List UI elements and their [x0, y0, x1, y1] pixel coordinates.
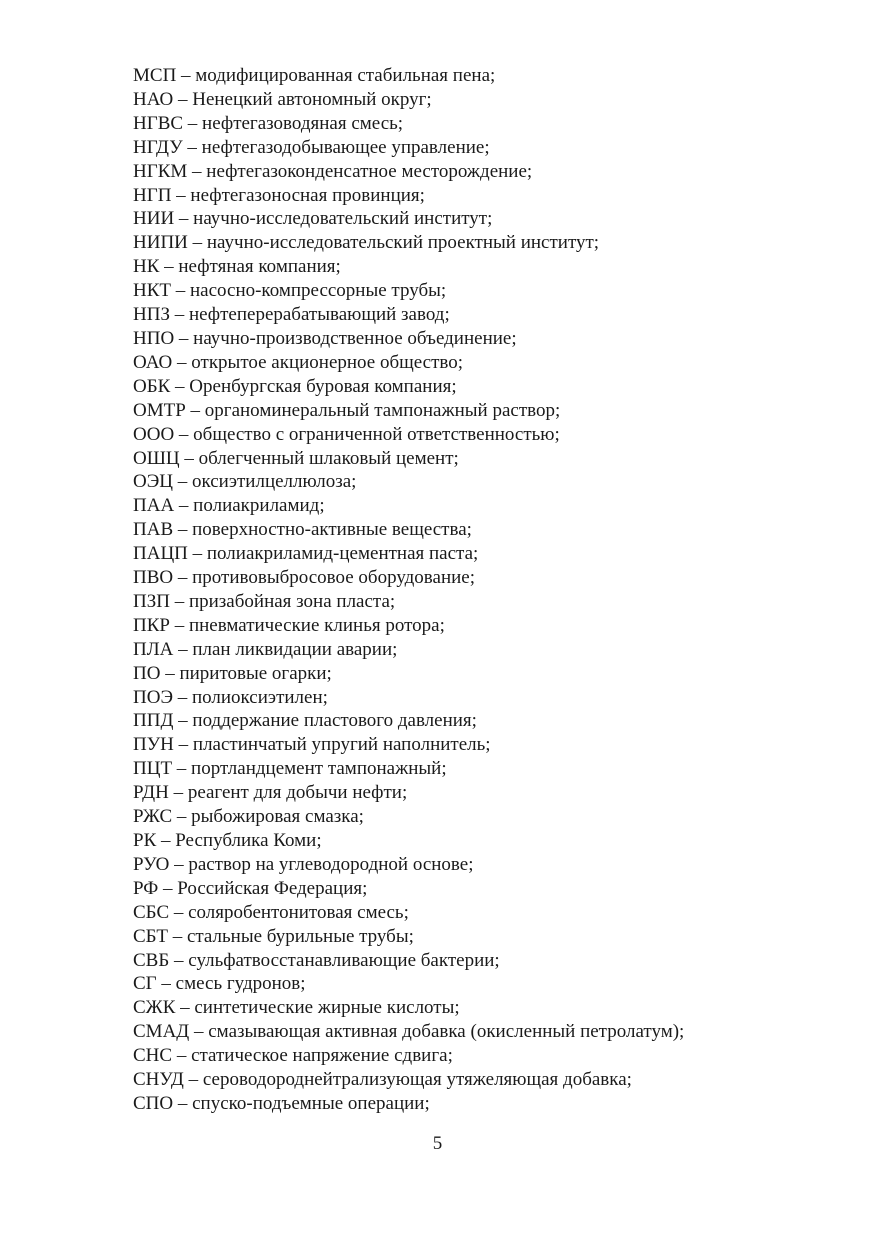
abbreviation-entry: НГДУ – нефтегазодобывающее управление;: [133, 136, 490, 158]
abbreviation-entry: НПЗ – нефтеперерабатывающий завод;: [133, 304, 450, 326]
abbreviation-entry: НГВС – нефтегазоводяная смесь;: [133, 112, 404, 134]
abbreviation-entry: НПО – научно-производственное объединение;: [133, 327, 517, 349]
abbreviation-entry: НГКМ – нефтегазоконденсатное месторождение;: [133, 160, 533, 182]
abbreviation-entry: ОБК – Оренбургская буровая компания;: [133, 375, 457, 397]
abbreviation-entry: НАО – Ненецкий автономный округ;: [133, 88, 432, 110]
abbreviation-entry: МСП – модифицированная стабильная пена;: [133, 65, 496, 86]
abbreviation-entry: НКТ – насосно-компрессорные трубы;: [133, 280, 447, 302]
abbreviation-entry: РЖС – рыбожировая смазка;: [133, 806, 364, 828]
abbreviation-entry: СГ – смесь гудронов;: [133, 973, 306, 995]
abbreviation-entry: ПАВ – поверхностно-активные вещества;: [133, 519, 472, 541]
abbreviation-entry: ПВО – противовыбросовое оборудование;: [133, 567, 475, 589]
abbreviation-entry: РФ – Российская Федерация;: [133, 877, 368, 899]
abbreviation-entry: НК – нефтяная компания;: [133, 256, 341, 278]
abbreviation-entry: СНУД – сероводороднейтрализующая утяжеляющая добавка;: [133, 1069, 632, 1091]
abbreviation-entry: НГП – нефтегазоносная провинция;: [133, 184, 425, 206]
abbreviation-entry: ПКР – пневматические клинья ротора;: [133, 614, 445, 636]
abbreviation-entry: РУО – раствор на углеводородной основе;: [133, 853, 474, 875]
abbreviation-entry: ООО – общество с ограниченной ответственностью;: [133, 423, 560, 445]
abbreviation-entry: ПОЭ – полиоксиэтилен;: [133, 686, 328, 708]
abbreviation-entry: ОАО – открытое акционерное общество;: [133, 351, 464, 373]
abbreviation-entry: ОМТР – органоминеральный тампонажный раствор;: [133, 399, 561, 421]
abbreviation-entry: ПАЦП – полиакриламид-цементная паста;: [133, 543, 479, 565]
abbreviation-entry: СМАД – смазывающая активная добавка (окисленный петролатум);: [133, 1021, 685, 1043]
abbreviation-entry: РДН – реагент для добычи нефти;: [133, 782, 408, 804]
abbreviation-list: [133, 64, 833, 1116]
abbreviation-entry: ППД – поддержание пластового давления;: [133, 710, 477, 732]
abbreviation-entry: ПАА – полиакриламид;: [133, 495, 325, 517]
abbreviation-entry: ПЛА – план ликвидации аварии;: [133, 638, 398, 660]
abbreviation-entry: СПО – спуско-подъемные операции;: [133, 1092, 430, 1114]
abbreviation-entry: ОЭЦ – оксиэтилцеллюлоза;: [133, 471, 357, 493]
abbreviation-entry: ПЦТ – портландцемент тампонажный;: [133, 758, 447, 780]
abbreviation-entry: СЖК – синтетические жирные кислоты;: [133, 997, 460, 1019]
abbreviation-entry: СБТ – стальные бурильные трубы;: [133, 925, 414, 947]
abbreviation-entry: ОШЦ – облегченный шлаковый цемент;: [133, 447, 459, 469]
abbreviation-entry: РК – Республика Коми;: [133, 830, 322, 851]
abbreviation-entry: ПЗП – призабойная зона пласта;: [133, 590, 396, 612]
abbreviation-entry: ПО – пиритовые огарки;: [133, 662, 332, 684]
abbreviation-entry: НИИ – научно-исследовательский институт;: [133, 208, 493, 230]
abbreviation-entry: ПУН – пластинчатый упругий наполнитель;: [133, 734, 491, 756]
abbreviation-entry: СВБ – сульфатвосстанавливающие бактерии;: [133, 949, 500, 971]
abbreviation-entry: СБС – соляробентонитовая смесь;: [133, 901, 409, 923]
page-number: 5: [432, 1133, 443, 1154]
abbreviation-entry: СНС – статическое напряжение сдвига;: [133, 1045, 453, 1067]
abbreviation-entry: НИПИ – научно-исследовательский проектный институт;: [133, 232, 600, 254]
